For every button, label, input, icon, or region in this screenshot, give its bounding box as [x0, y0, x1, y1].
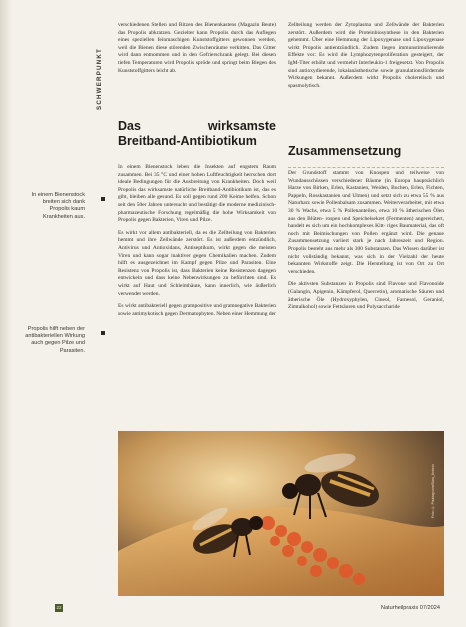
left-heading-block: [118, 119, 276, 148]
section-heading-zusammensetzung: Zusammensetzung: [288, 144, 402, 158]
bee-photo: [118, 431, 444, 596]
heading-divider: [288, 167, 444, 168]
bee-photo-illustration: [118, 431, 444, 596]
photo-credit: Foto: © Pixabay.com/Sam_Antonio: [431, 463, 435, 518]
left-column: [118, 22, 276, 317]
body-paragraph: Die aktivsten Substanzen in Propolis sind Flavone und Flavonoide (Galangin, Apigenin, Kämpferol, Quercetin), aromatische Säuren und ätherische Öle (Hydroxyphylen, Cineol, Farnesol, Geraniol, Zimtalkohol) sowie Fettsäuren und Polysaccharide: [288, 281, 444, 311]
body-paragraph: Es wirkt antibakteriell gegen grampositive und gramnegative Bakterien sowie antimykotisch gegen Dermatophyten. Neben einer Hemmung der: [118, 303, 276, 317]
section-label: SCHWERPUNKT: [96, 47, 103, 110]
right-column: [288, 22, 444, 311]
body-paragraph: In einem Bienenstock leben die Insekten auf engstem Raum zusammen. Bei 35 °C und einer hohen Luftfeuchtigkeit herrschen dort ideale Bedingungen für die Ausbreitung von Krankheiten. Doch weil Propolis das wirksamste natürliche Breitband-Antibiotikum ist, das es gibt, bleiben alle gesund. Es soll gegen rund 200 Keime helfen. Schon seit den 50er Jahren untersucht und bestätigt die moderne medizinisch-pharmazeutische Forschung regelmäßig die hohe Wirksamkeit von Propolis gegen Bakterien, Viren und Pilze.: [118, 164, 276, 224]
right-heading-block: [288, 144, 444, 168]
side-note-1: In einem Bienenstock breiten sich dank Propolis kaum Krankheiten aus.: [31, 192, 85, 220]
side-note-marker: [101, 197, 105, 201]
side-note-marker: [101, 331, 105, 335]
right-body-block: [288, 170, 444, 317]
page-number: 22: [56, 605, 62, 610]
side-note-2: Propolis hilft neben der antibakteriellen Wirkung auch gegen Pilze und Parasiten.: [25, 326, 85, 354]
magazine-name: Naturheilpraxis 07/2024: [380, 605, 440, 611]
body-paragraph: Der Grundstoff stammt von Knospen und teilweise von Wundausschüssen verschiedener Bäume (in Europa hauptsächlich Harze von Birken, Erlen, Kastanien, Weiden, Buchen, Erlen, Fichten, Pappeln, Rosskastanien und Ulmen) und setzt sich zu etwa 55 % aus Naturharz sowie Pollenbalsam zusammen. Weiterverarbeitet, mit etwa 30 % Wachs, etwa 5 % Pollenanteilen, etwa 10 % ätherischen Ölen aus den Blüten- rospen und Speichelsekret (Fermenten) angereichert, handelt es sich um ein hochkomplexes Kitt- riges Baumaterial, das oft noch mit Beimischungen von Pollen ergänzt wird. Die genaue Zusammensetzung variiert stark je nach Jahreszeit und Region. Propolis besteht aus mehr als 300 Substanzen. Das Wissen darüber ist nicht vollständig bekannt, was sich in der Vielzahl der heute bekannten Wirkstoffe zeigt. Die Herstellung ist von Ort zu Ort verschieden.: [288, 170, 444, 275]
body-paragraph: Es wirkt vor allem antibakteriell, da es die Zellteilung von Bakterien hemmt und ihre Zellwände zerstört. Es ist außerdem entzündlich, Antivirus und Antioxidans, Antiseptikum, wirkt gegen die meisten Viren und kann sogar inaktiver gegen Chemikalien machen. Zudem hilft es ausgezeichnet im Kampf gegen Pilze und Parasiten. Eine Resistenz von Propolis ist, dass Bakterien keine Resistenzen dagegen entwickeln und dass keine Nebenwirkungen zu befürchten sind. Es wirkt auf Haut und Schleimhäute, kann innerlich, wie äußerlich verwendet werden.: [118, 229, 276, 297]
section-heading-antibiotikum: Das wirksamste Breitband-Antibiotikum: [118, 119, 276, 148]
right-top-paragraph: Zellteilung werden der Zytoplasma und Zellwände der Bakterien zerstört. Außerdem wird die Proteinbiosynthese in den Bakterien gehemmt. Über eine Hemmung der Lipoxygenase und Lipoxygenase wirkt Propolis antientzündlich. Zudem liegen immunstimulierende Effekte vor: Es wird die Lymphozytenproliferation gesteigert, der IgM-Titer erhöht und vermehrt Interleukin-1 freigesetzt. Von Propolis sind antioxydierende, lokalanästhetische sowie granulationsfördernde Wirkungen bekannt. Außerdem wirkt Propolis cholerelisch und spasmolytisch.: [288, 22, 444, 89]
page-binding-shadow: [0, 0, 12, 627]
left-top-paragraph: verschiedenen Stellen und Ritzen des Bienenkastens (Magazin Beute) das Propolis abkratzen. Gezielter kann Propolis durch das Auflegen eines speziellen feinmaschigen Kunststoffgitters gewonnen werden, weil die Bienen diese störenden Zwischenräume verkitten. Das Gitter wird dann entnommen und in den Gefrierschrank gelegt. Bei diesen tiefen Temperaturen wird Propolis spröde und springt beim Biegen des Kunststoffgitters leicht ab.: [118, 22, 276, 74]
left-body-block: [118, 164, 276, 323]
